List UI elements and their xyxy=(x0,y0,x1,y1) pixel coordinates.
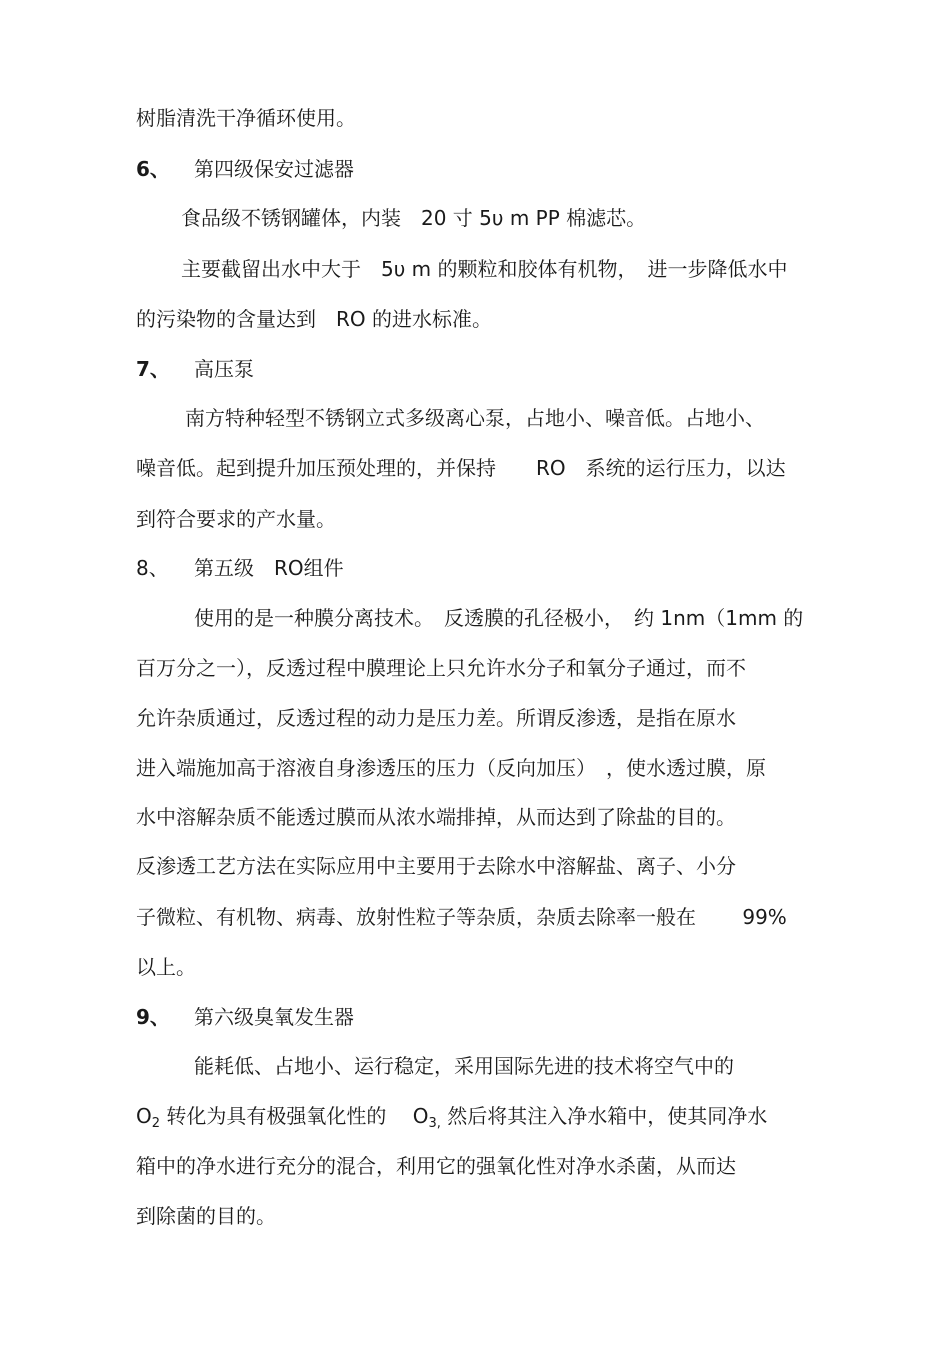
section-9-number: 9、 xyxy=(136,1005,170,1029)
section-7-paragraph-line-2: 噪音低。起到提升加压预处理的，并保持 RO 系统的运行压力，以达 xyxy=(136,456,786,480)
section-7-paragraph-line-1: 南方特种轻型不锈钢立式多级离心泵，占地小、噪音低。占地小、 xyxy=(185,406,765,430)
o2-subscript: 2 xyxy=(151,1116,161,1131)
section-8-paragraph-1-line-4: 进入端施加高于溶液自身渗透压的压力（反向加压） ，使水透过膜，原 xyxy=(136,756,766,780)
section-6-number: 6、 xyxy=(136,157,170,181)
o2-symbol: O xyxy=(136,1104,152,1128)
section-8-paragraph-2-line-2: 子微粒、有机物、病毒、放射性粒子等杂质，杂质去除率一般在 99% xyxy=(136,905,787,929)
o3-subscript: 3, xyxy=(428,1116,441,1131)
section-7-number: 7、 xyxy=(136,357,170,381)
section-9-paragraph-line-1: 能耗低、占地小、运行稳定，采用国际先进的技术将空气中的 xyxy=(194,1054,734,1078)
section-9-paragraph-line-3: 箱中的净水进行充分的混合，利用它的强氧化性对净水杀菌，从而达 xyxy=(136,1154,736,1178)
section-6-paragraph-2-line-2: 的污染物的含量达到 RO 的进水标准。 xyxy=(136,307,492,331)
section-8-number: 8、 xyxy=(136,556,169,580)
section-6-paragraph-1: 食品级不锈钢罐体，内装 20 寸 5υ m PP 棉滤芯。 xyxy=(181,206,647,230)
o3-lead-text: 转化为具有极强氧化性的 O xyxy=(160,1104,429,1128)
section-9-paragraph-line-4: 到除菌的目的。 xyxy=(136,1204,276,1228)
section-8-paragraph-1-line-3: 允许杂质通过，反透过程的动力是压力差。所谓反渗透，是指在原水 xyxy=(136,706,736,730)
section-9-paragraph-line-2 xyxy=(136,1103,767,1137)
section-8-paragraph-2-line-3: 以上。 xyxy=(136,955,196,979)
section-8-paragraph-1-line-1: 使用的是一种膜分离技术。 反透膜的孔径极小， 约 1nm（1mm 的 xyxy=(194,606,804,630)
o3-trailing-text: 然后将其注入净水箱中，使其同净水 xyxy=(440,1104,768,1128)
section-9-title: 第六级臭氧发生器 xyxy=(194,1005,354,1029)
section-8-paragraph-1-line-5: 水中溶解杂质不能透过膜而从浓水端排掉，从而达到了除盐的目的。 xyxy=(136,805,736,829)
section-6-title: 第四级保安过滤器 xyxy=(194,157,354,181)
section-7-title: 高压泵 xyxy=(194,357,254,381)
section-6-paragraph-2-line-1: 主要截留出水中大于 5υ m 的颗粒和胶体有机物， 进一步降低水中 xyxy=(181,257,788,281)
section-8-paragraph-2-line-1: 反渗透工艺方法在实际应用中主要用于去除水中溶解盐、离子、小分 xyxy=(136,854,736,878)
paragraph-line: 树脂清洗干净循环使用。 xyxy=(136,106,356,130)
section-8-title: 第五级 RO组件 xyxy=(194,556,344,580)
section-8-paragraph-1-line-2: 百万分之一），反透过程中膜理论上只允许水分子和氧分子通过，而不 xyxy=(136,656,746,680)
section-7-paragraph-line-3: 到符合要求的产水量。 xyxy=(136,507,336,531)
